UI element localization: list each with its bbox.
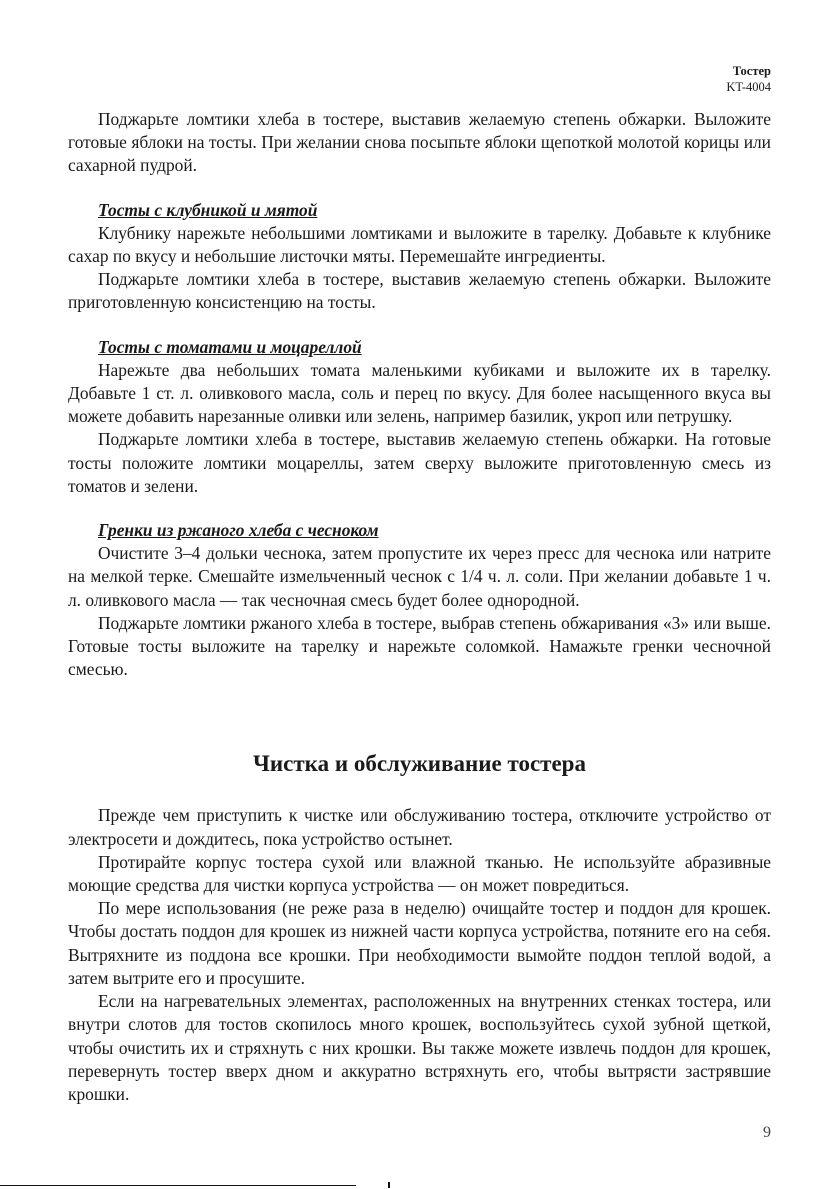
recipe-title: Тосты с клубникой и мятой — [98, 199, 318, 220]
model-number: KT-4004 — [726, 80, 771, 94]
recipe-tomato-mozzarella — [68, 336, 771, 498]
cleaning-paragraph: Если на нагревательных элементах, расположенных на внутренних стенках тостера, или внутри слотов для тостов скопилось много крошек, воспользуйтесь сухой зубной щеткой, чтобы очистить их и стряхнуть с них крошки. Вы также можете извлечь поддон для крошек, перевернуть тостер вверх дном и аккуратно встряхнуть его, чтобы вытрясти застрявшие крошки. — [68, 991, 771, 1104]
page-number: 9 — [763, 1124, 771, 1141]
cleaning-paragraph: Протирайте корпус тостера сухой или влажной тканью. Не используйте абразивные моющие средства для чистки корпуса устройства — он может повредиться. — [68, 851, 771, 896]
cleaning-paragraph: Прежде чем приступить к чистке или обслуживанию тостера, отключите устройство от электросети и дождитесь, пока устройство остынет. — [68, 805, 771, 849]
product-name: Тостер — [732, 64, 771, 78]
cleaning-paragraph: По мере использования (не реже раза в неделю) очищайте тостер и поддон для крошек. Чтобы достать поддон для крошек из нижней части корпуса устройства, потяните его на себя. Вытряхните из поддона все крошки. При необходимости вымойте поддон теплой водой, а затем вытрите его и просушите. — [68, 898, 771, 988]
recipe-strawberry-mint — [68, 199, 771, 315]
recipe-paragraph: Клубнику нарежьте небольшими ломтиками и выложите в тарелку. Добавьте к клубнике сахар по вкусу и небольшие листочки мяты. Перемешайте ингредиенты. — [68, 222, 771, 267]
recipe-paragraph: Поджарьте ломтики хлеба в тостере, выставив желаемую степень обжарки. На готовые тосты положите ломтики моцареллы, затем сверху выложите приготовленную смесь из томатов и зелени. — [68, 429, 771, 496]
recipe-paragraph: Нарежьте два небольших томата маленькими кубиками и выложите их в тарелку. Добавьте 1 ст. л. оливкового масла, соль и перец по вкусу. Для более насыщенного вкуса вы можете добавить нарезанные оливки или зелень, например базилик, укроп или петрушку. — [68, 359, 771, 427]
intro-paragraph: Поджарьте ломтики хлеба в тостере, выставив желаемую степень обжарки. Выложите готовые яблоки на тосты. При желании снова посыпьте яблоки щепоткой молотой корицы или сахарной пудрой. — [68, 109, 771, 176]
page-content — [68, 108, 771, 1106]
recipe-paragraph: Поджарьте ломтики хлеба в тостере, выставив желаемую степень обжарки. Выложите приготовленную консистенцию на тосты. — [68, 269, 771, 313]
section-title-cleaning: Чистка и обслуживание тостера — [253, 751, 586, 777]
recipe-paragraph: Очистите 3–4 дольки чеснока, затем пропустите их через пресс для чеснока или натрите на мелкой терке. Смешайте измельченный чеснок с 1/4 ч. л. соли. При желании добавьте 1 ч. л. оливкового масла — так чесночная смесь будет более однородной. — [68, 543, 771, 610]
recipe-rye-garlic — [68, 519, 771, 681]
recipe-title: Тосты с томатами и моцареллой — [98, 336, 362, 357]
recipe-title: Гренки из ржаного хлеба с чесноком — [98, 520, 379, 541]
footer-rule — [0, 1185, 356, 1186]
page-header — [726, 63, 771, 95]
cleaning-section — [68, 804, 771, 1106]
crop-mark — [388, 1182, 390, 1188]
recipe-paragraph: Поджарьте ломтики ржаного хлеба в тостере, выбрав степень обжаривания «3» или выше. Готовые тосты выложите на тарелку и нарежьте соломкой. Намажьте гренки чесночной смесью. — [68, 612, 771, 680]
